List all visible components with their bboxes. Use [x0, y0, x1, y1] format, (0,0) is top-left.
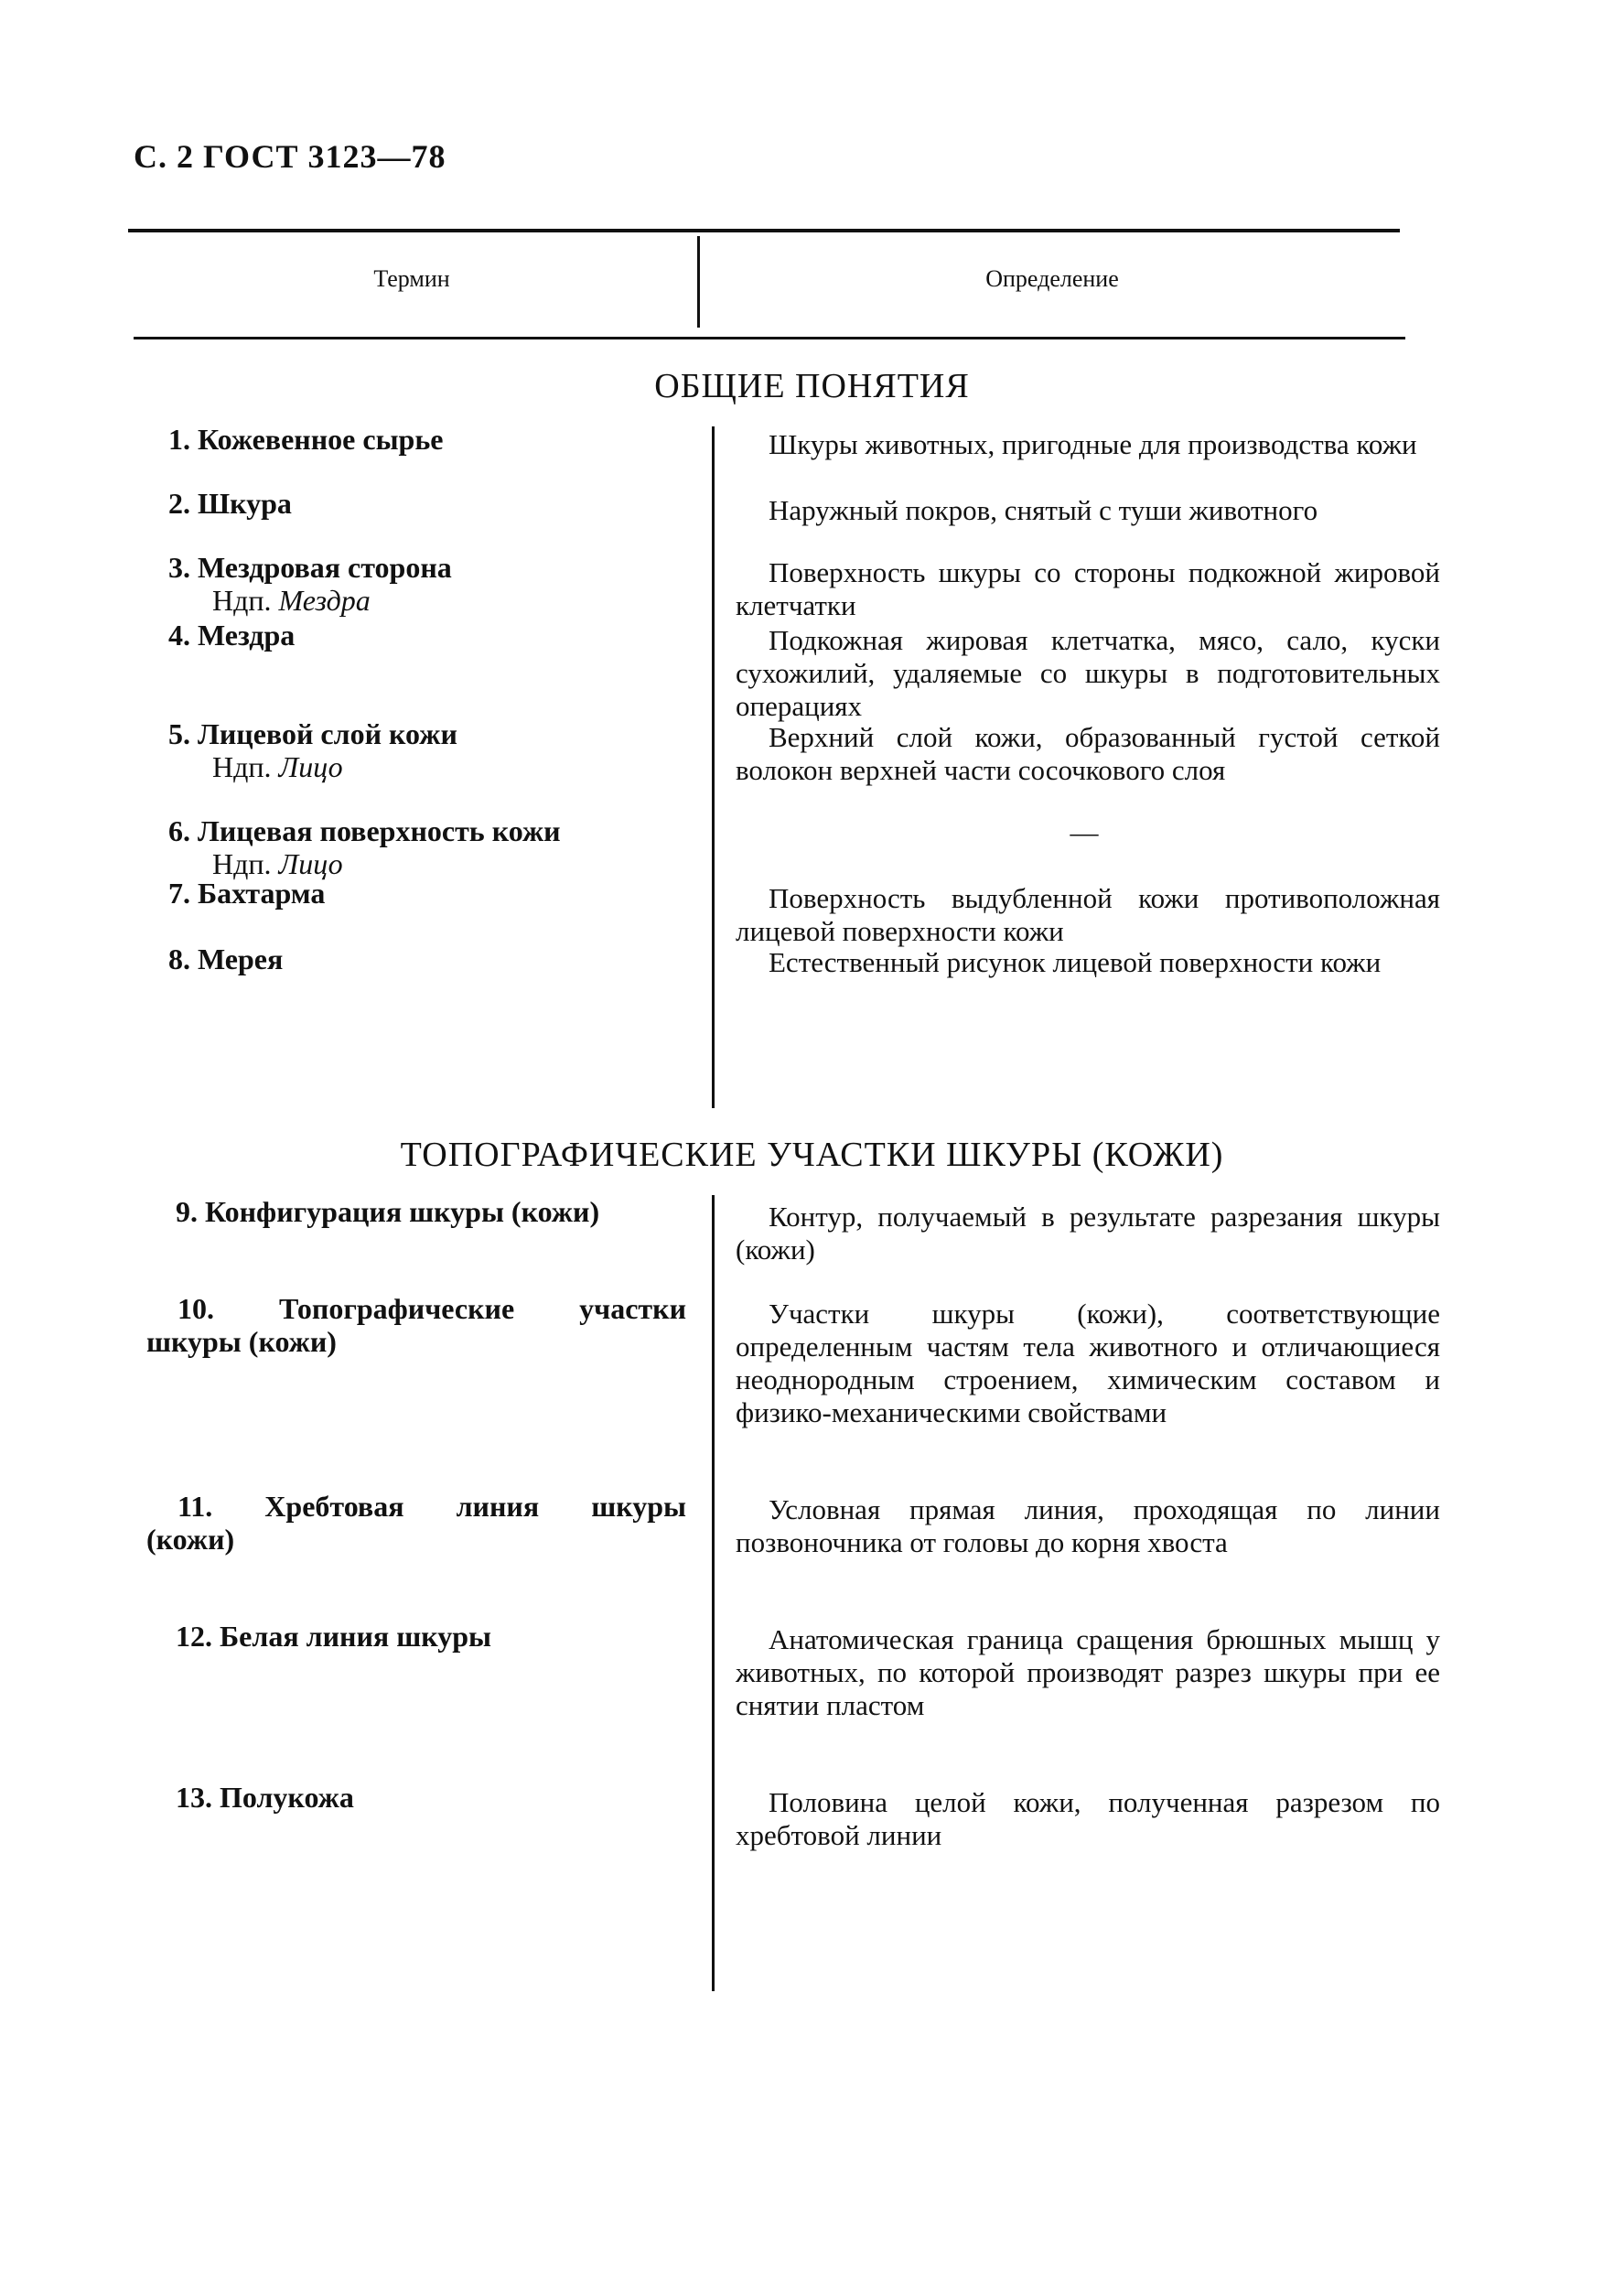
term-6-ndp-value: Лицо: [278, 847, 343, 880]
term-3-ndp-label: Ндп.: [212, 584, 272, 617]
definition-7: Поверхность выдубленной кожи противоположная лицевой поверхности кожи: [736, 882, 1440, 947]
term-6-label: 6. Лицевая поверхность кожи: [168, 814, 561, 847]
definition-10: Участки шкуры (кожи), соответствующие определенным частям тела животного и отличающиеся неоднородным строением, химическим составом и физико-механическими свойствами: [736, 1298, 1440, 1428]
column-header-definition: Определение: [985, 265, 1119, 292]
section-title-general: ОБЩИЕ ПОНЯТИЯ: [654, 367, 970, 405]
term-11-line2: (кожи): [146, 1523, 235, 1556]
term-3-ndp-value: Мездра: [278, 584, 371, 617]
term-6-ndp: [168, 847, 343, 880]
term-3: [168, 551, 452, 617]
term-13: 13. Полукожа: [176, 1781, 354, 1814]
term-10-line1: 10. Топографические участки: [177, 1292, 686, 1325]
definition-6: —: [1070, 816, 1099, 848]
definition-9: Контур, получаемый в результате разрезания шкуры (кожи): [736, 1201, 1440, 1266]
definition-3: Поверхность шкуры со стороны подкожной жировой клетчатки: [736, 556, 1440, 621]
term-8: 8. Мерея: [168, 943, 284, 975]
page-header: С. 2 ГОСТ 3123—78: [134, 138, 446, 175]
term-5: [168, 717, 457, 783]
term-10-line2: шкуры (кожи): [146, 1325, 337, 1358]
term-9: 9. Конфигурация шкуры (кожи): [176, 1195, 600, 1228]
term-5-ndp-value: Лицо: [278, 750, 343, 783]
term-1: 1. Кожевенное сырье: [168, 423, 444, 456]
definition-4: Подкожная жировая клетчатка, мясо, сало, куски сухожилий, удаляемые со шкуры в подготовительных операциях: [736, 624, 1440, 722]
column-header-term: Термин: [373, 265, 450, 292]
term-12: 12. Белая линия шкуры: [176, 1620, 491, 1653]
term-5-ndp: [168, 750, 343, 783]
term-3-ndp: [168, 584, 371, 617]
head-divider: [697, 236, 700, 328]
column-divider-2: [712, 1195, 715, 1991]
term-7: 7. Бахтарма: [168, 877, 326, 910]
definition-5: Верхний слой кожи, образованный густой сеткой волокон верхней части сосочкового слоя: [736, 721, 1440, 786]
term-6: [168, 814, 561, 880]
definition-8: Естественный рисунок лицевой поверхности кожи: [769, 946, 1382, 978]
term-11: [146, 1490, 686, 1556]
term-5-label: 5. Лицевой слой кожи: [168, 717, 457, 750]
definition-11: Условная прямая линия, проходящая по линии позвоночника от головы до корня хвоста: [736, 1493, 1440, 1558]
term-10: [146, 1292, 686, 1358]
term-6-ndp-label: Ндп.: [212, 847, 272, 880]
definition-13: Половина целой кожи, полученная разрезом по хребтовой линии: [736, 1786, 1440, 1851]
term-11-line1: 11. Хребтовая линия шкуры: [177, 1490, 686, 1523]
term-5-ndp-label: Ндп.: [212, 750, 272, 783]
term-4: 4. Мездра: [168, 619, 296, 652]
term-2: 2. Шкура: [168, 487, 292, 520]
definition-1: Шкуры животных, пригодные для производства кожи: [769, 428, 1417, 460]
definition-12: Анатомическая граница сращения брюшных мышц у животных, по которой производят разрез шкуры при ее снятии пластом: [736, 1623, 1440, 1721]
head-bottom-rule: [134, 337, 1405, 339]
section-title-topographic: ТОПОГРАФИЧЕСКИЕ УЧАСТКИ ШКУРЫ (КОЖИ): [400, 1136, 1224, 1174]
top-rule: [128, 229, 1400, 232]
definition-2: Наружный покров, снятый с туши животного: [769, 494, 1318, 526]
column-divider-1: [712, 426, 715, 1108]
term-3-label: 3. Мездровая сторона: [168, 551, 452, 584]
